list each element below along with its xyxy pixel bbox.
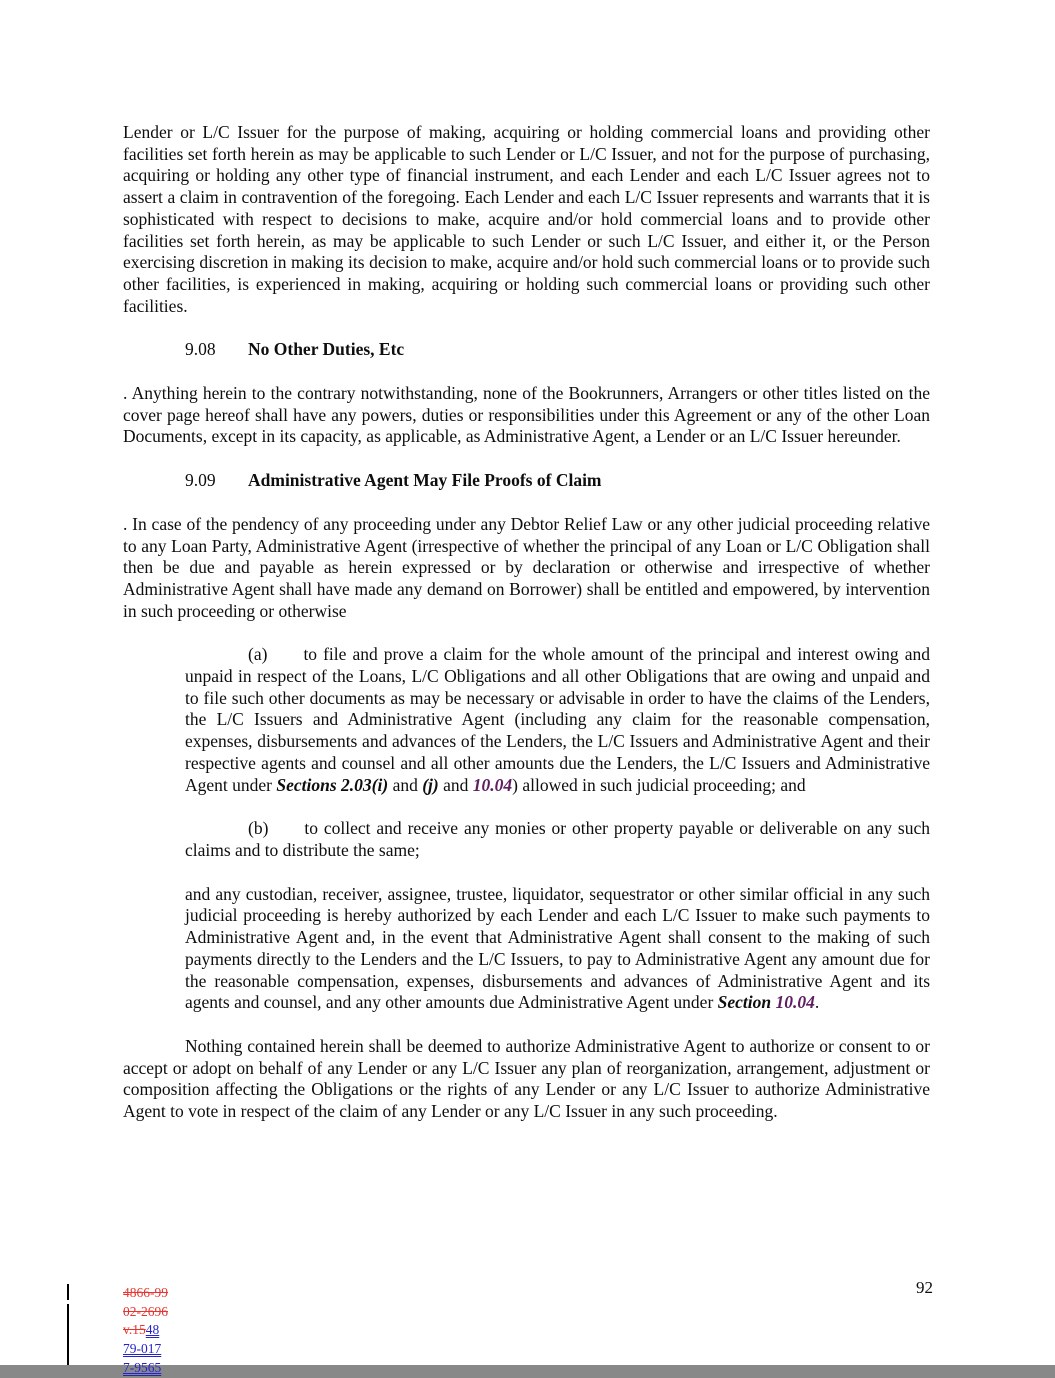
section-reference-link: 10.04 <box>472 774 513 795</box>
paragraph-custodian-text: . <box>814 992 820 1013</box>
clause-b-text: to collect and receive any monies or other property payable or deliverable on any such claims and to distribute the same; <box>185 818 930 860</box>
section-reference: Sections 2.03(i) <box>276 774 389 795</box>
paragraph-closing: Nothing contained herein shall be deemed to authorize Administrative Agent to authorize or consent to or accept or adopt on behalf of any Lender or any L/C Issuer any plan of reorganization, arrangement, adjustment or composition affecting the Obligations or the rights of any Lender or any L/C Issuer to authorize Administrative Agent to vote in respect of the claim of any Lender or any L/C Issuer in any such proceeding. <box>123 1035 930 1122</box>
revision-change-bar <box>67 1284 69 1300</box>
section-title: No Other Duties, Etc <box>248 339 405 360</box>
inserted-text: 7-9565 <box>123 1359 162 1375</box>
deleted-text: v.15 <box>123 1322 146 1338</box>
clause-a-text: and <box>438 774 473 795</box>
clause-a <box>185 644 930 796</box>
revision-change-bar <box>67 1304 69 1365</box>
section-number: 9.09 <box>185 470 216 491</box>
section-reference-link: 10.04 <box>775 992 815 1013</box>
deleted-text: 02-2696 <box>123 1303 168 1319</box>
section-heading-9-08 <box>123 339 930 361</box>
doc-id-line <box>123 1359 168 1378</box>
clause-b <box>185 818 930 861</box>
clause-a-text: ) allowed in such judicial proceeding; and <box>512 774 806 795</box>
paragraph-9-08-body: . Anything herein to the contrary notwithstanding, none of the Bookrunners, Arrangers or other titles listed on the cover page hereof shall have any powers, duties or responsibilities under this Agreement or any of the other Loan Documents, except in its capacity, as applicable, as Administrative Agent, a Lender or an L/C Issuer hereunder. <box>123 383 930 447</box>
inserted-text: 79-017 <box>123 1341 162 1357</box>
clause-a-text: and <box>388 774 423 795</box>
clause-a-text: to file and prove a claim for the whole amount of the principal and interest owing and unpaid in respect of the Loans, L/C Obligations and all other Obligations that are owing and unpaid and to file such other documents as may be necessary or advisable in order to have the claims of the Lenders, the L/C Issuers and Administrative Agent (including any claim for the reasonable compensation, expenses, disbursements and advances of the Lenders, the L/C Issuers and Administrative Agent and their respective agents and counsel and all other amounts due the Lenders, the L/C Issuers and Administrative Agent under <box>185 644 930 795</box>
doc-id-line <box>123 1321 168 1340</box>
document-id-block <box>123 1284 168 1378</box>
doc-id-line <box>123 1340 168 1359</box>
paragraph-9-09-body: . In case of the pendency of any proceeding under any Debtor Relief Law or any other judicial proceeding relative to any Loan Party, Administrative Agent (irrespective of whether the principal of any Loan or L/C Obligation shall then be due and payable as herein expressed or by declaration or otherwise and irrespective of whether Administrative Agent shall have made any demand on Borrower) shall be entitled and empowered, by intervention in such proceeding or otherwise <box>123 513 930 621</box>
paragraph-continuation: Lender or L/C Issuer for the purpose of making, acquiring or holding commercial loans and providing other facilities set forth herein as may be applicable to such Lender or L/C Issuer, and not for the purpose of purchasing, acquiring or holding any other type of financial instrument, and each Lender and each L/C Issuer agrees not to assert a claim in contravention of the foregoing. Each Lender and each L/C Issuer represents and warrants that it is sophisticated with respect to decisions to make, acquire and/or hold commercial loans and to provide other facilities set forth herein, as may be applicable to such Lender or such L/C Issuer, and either it, or the Person exercising discretion in making its decision to make, acquire and/or hold such commercial loans or to provide such other facilities, is experienced in making, acquiring or holding such commercial loans or providing such other facilities. <box>123 122 930 316</box>
section-number: 9.08 <box>185 339 216 360</box>
page-number: 92 <box>916 1278 933 1297</box>
section-title: Administrative Agent May File Proofs of Claim <box>248 470 602 491</box>
document-body <box>123 122 930 1145</box>
doc-id-line <box>123 1284 168 1303</box>
paragraph-custodian-text: and any custodian, receiver, assignee, trustee, liquidator, sequestrator or other similar official in any such judicial proceeding is hereby authorized by each Lender and each L/C Issuer to make such payments to Administrative Agent and, in the event that Administrative Agent shall consent to the making of such payments directly to the Lenders and the L/C Issuers, to pay to Administrative Agent any amount due for the reasonable compensation, expenses, disbursements and advances of Administrative Agent and its agents and counsel, and any other amounts due Administrative Agent under <box>185 883 930 1013</box>
section-reference: Section <box>717 992 776 1013</box>
deleted-text: 4866-99 <box>123 1285 168 1300</box>
paragraph-custodian <box>185 884 930 1014</box>
section-heading-9-09 <box>123 470 930 492</box>
clause-b-label: (b) <box>248 818 269 839</box>
clause-a-label: (a) <box>248 644 268 665</box>
doc-id-line <box>123 1303 168 1322</box>
section-reference: (j) <box>422 774 439 795</box>
inserted-text: 48 <box>145 1322 160 1338</box>
